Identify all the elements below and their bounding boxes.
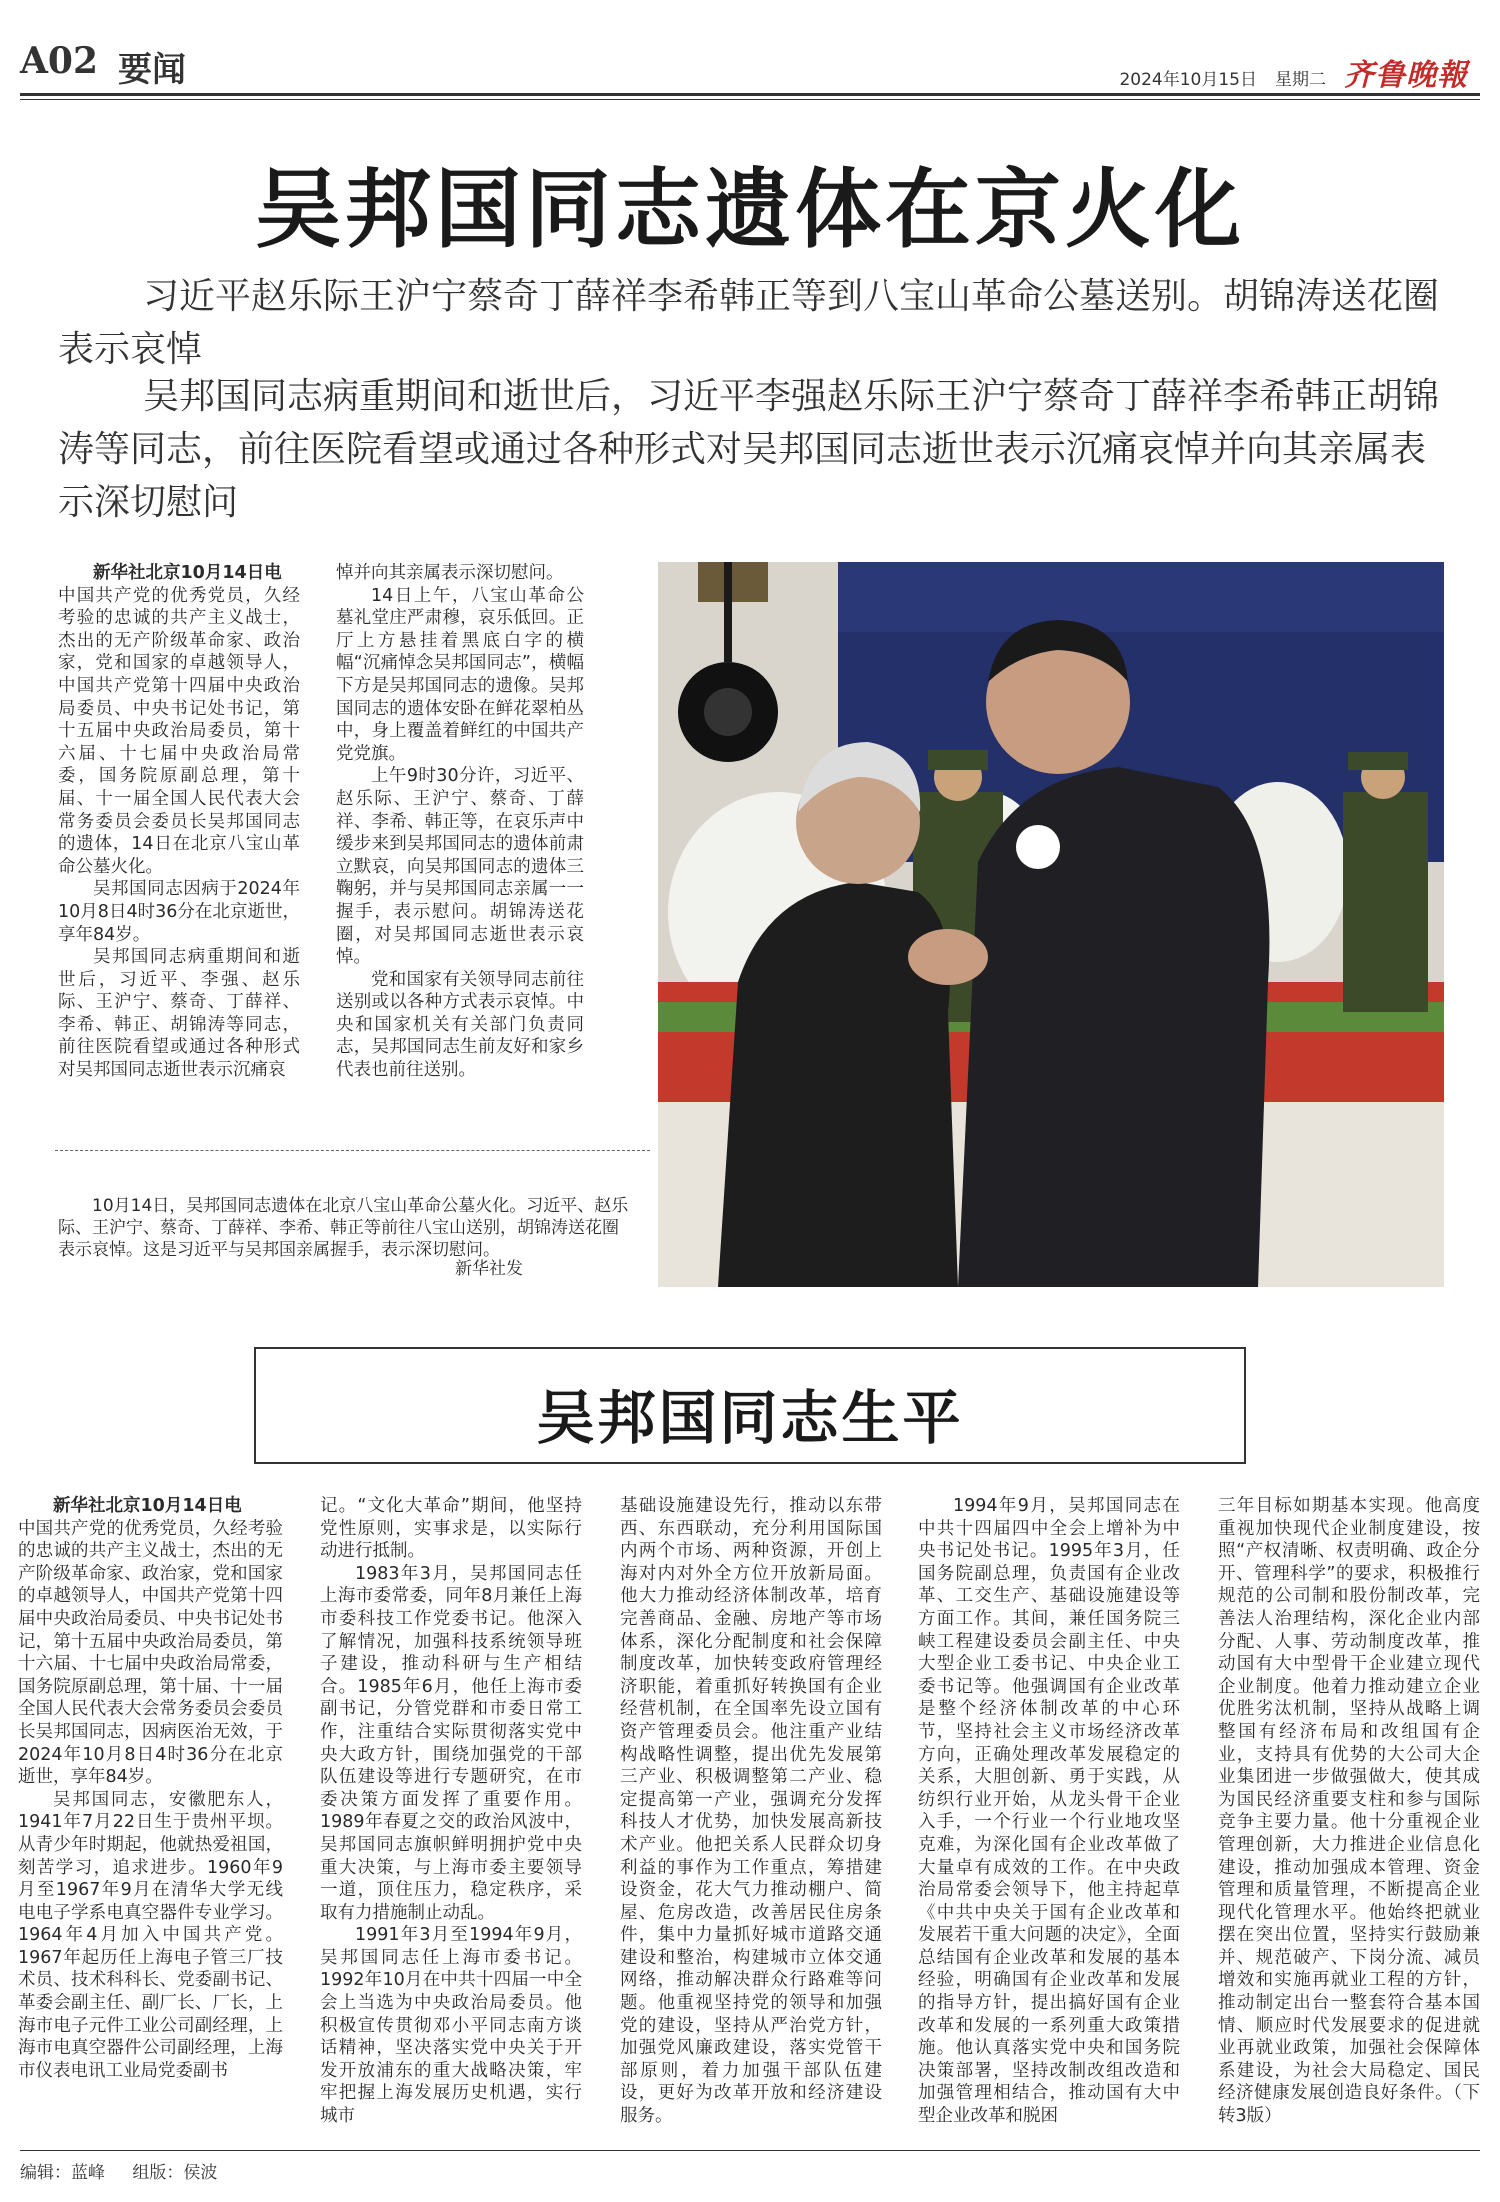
bio-column-1 (18, 1495, 283, 2082)
article-paragraph: 上午9时30分许，习近平、赵乐际、王沪宁、蔡奇、丁薛祥、李希、韩正等，在哀乐声中缓步来到吴邦国同志的遗体前肃立默哀，向吴邦国同志的遗体三鞠躬，并与吴邦国同志亲属一一握手，表示慰问。胡锦涛送花圈，对吴邦国同志逝世表示哀悼。 (336, 766, 584, 968)
bio-paragraph: 三年目标如期基本实现。他高度重视加快现代企业制度建设，按照“产权清晰、权责明确、政企分开、管理科学”的要求，积极推行规范的公司制和股份制改革，完善法人治理结构，深化企业内部分配、人事、劳动制度改革，推动国有大中型骨干企业建立现代企业制度。他着力推动建立企业优胜劣汰机制，坚持从战略上调整国有经济布局和改组国有企业，支持具有优势的大公司大企业集团进一步做强做大，使其成为国民经济重要支柱和参与国际竞争主要力量。他十分重视企业管理创新，大力推进企业信息化建设，推动加强成本管理、资金管理和质量管理，不断提高企业现代化管理水平。他始终把就业摆在突出位置，坚持实行鼓励兼并、规范破产、下岗分流、减员增效和实施再就业工程的方针，推动制定出台一整套符合基本国情、顺应时代发展要求的促进就业再就业政策，加强社会保障体系建设，为社会大局稳定、国民经济健康发展创造良好条件。（下转3版） (1218, 1496, 1480, 2127)
article-paragraph: 吴邦国同志因病于2024年10月8日4时36分在北京逝世，享年84岁。 (58, 879, 300, 945)
section-name: 要闻 (118, 50, 186, 90)
article-paragraph: 党和国家有关领导同志前往送别或以各种方式表示哀悼。中央和国家机关有关部门负责同志，吴邦国同志生前友好和家乡代表也前往送别。 (336, 969, 584, 1081)
photo-caption: 10月14日，吴邦国同志遗体在北京八宝山革命公墓火化。习近平、赵乐际、王沪宁、蔡奇、丁薛祥、李希、韩正等前往八宝山送别，胡锦涛送花圈表示哀悼。这是习近平与吴邦国亲属握手，表示深切慰问。 (58, 1196, 629, 1260)
article-column-1 (58, 562, 300, 1082)
caption-rule (55, 1150, 650, 1151)
bio-title-box (254, 1347, 1246, 1464)
subhead-2: 吴邦国同志病重期间和逝世后，习近平李强赵乐际王沪宁蔡奇丁薛祥李希韩正胡锦涛等同志，前往医院看望或通过各种形式对吴邦国同志逝世表示沉痛哀悼并向其亲属表示深切慰问 (58, 376, 1440, 523)
bio-title: 吴邦国同志生平 (536, 1384, 964, 1452)
header-rule (20, 93, 1480, 96)
issue-date: 2024年10月15日 (1119, 70, 1257, 90)
bio-paragraph: 记。“文化大革命”期间，他坚持党性原则，实事求是，以实际行动进行抵制。 (320, 1496, 582, 1562)
article-paragraph: 14日上午，八宝山革命公墓礼堂庄严肃穆，哀乐低回。正厅上方悬挂着黑底白字的横幅“沉痛悼念吴邦国同志”，横幅下方是吴邦国同志的遗像。吴邦国同志的遗体安卧在鲜花翠柏丛中，身上覆盖着鲜红的中国共产党党旗。 (336, 585, 584, 764)
article-paragraph: 悼并向其亲属表示深切慰问。 (336, 563, 564, 583)
bio-column-3 (620, 1495, 882, 2128)
header-info (1119, 50, 1468, 94)
subhead-1: 习近平赵乐际王沪宁蔡奇丁薛祥李希韩正等到八宝山革命公墓送别。胡锦涛送花圈表示哀悼 (58, 276, 1440, 370)
bio-paragraph: 1994年9月，吴邦国同志在中共十四届四中全会上增补为中央书记处书记。1995年3月，任国务院副总理，负责国有企业改革、工交生产、基础设施建设等方面工作。其间，兼任国务院三峡工程建设委员会副主任、中央大型企业工委书记、中央企业工委书记等。他强调国有企业改革是整个经济体制改革的中心环节，坚持社会主义市场经济改革方向，正确处理改革发展稳定的关系，大胆创新、勇于实践，从纺织行业开始，从龙头骨干企业入手，一个行业一个行业地攻坚克难，为深化国有企业改革做了大量卓有成效的工作。在中央政治局常委会领导下，他主持起草《中共中央关于国有企业改革和发展若干重大问题的决定》，全面总结国有企业改革和发展的基本经验，明确国有企业改革和发展的指导方针，提出搞好国有企业改革和发展的一系列重大政策措施。他认真落实党中央和国务院决策部署，坚持改制改组改造和加强管理相结合，推动国有大中型企业改革和脱困 (918, 1496, 1180, 2127)
bio-column-5 (1218, 1495, 1480, 2128)
footer (20, 2158, 239, 2183)
page-number: A02 (20, 40, 99, 82)
bio-paragraph: 中国共产党的优秀党员，久经考验的忠诚的共产主义战士，杰出的无产阶级革命家、政治家，党和国家的卓越领导人，中国共产党第十四届中央政治局委员、中央书记处书记，第十五届中央政治局委员，第十六届、十七届中央政治局常委，国务院原副总理，第十届、十一届全国人民代表大会常务委员会委员长吴邦国同志，因病医治无效，于2024年10月8日4时36分在北京逝世，享年84岁。 (18, 1518, 283, 1788)
footer-layout: 组版：侯波 (132, 2163, 218, 2183)
article-paragraph (58, 562, 300, 585)
header-rule-thin (20, 99, 1480, 100)
bio-paragraph: 1983年3月，吴邦国同志任上海市委常委，同年8月兼任上海市委科技工作党委书记。他深入了解情况，加强科技系统领导班子建设，推动科研与生产相结合。1985年6月，他任上海市委副书记，分管党群和市委日常工作，注重结合实际贯彻落实党中央大政方针，围绕加强党的干部队伍建设等进行专题研究，在市委决策方面发挥了重要作用。1989年春夏之交的政治风波中，吴邦国同志旗帜鲜明拥护党中央重大决策，与上海市委主要领导一道，顶住压力，稳定秩序，采取有力措施制止动乱。 (320, 1563, 582, 1923)
article-dateline: 新华社北京10月14日电 (93, 563, 282, 583)
bio-column-2 (320, 1495, 582, 2128)
bio-paragraph: 1991年3月至1994年9月，吴邦国同志任上海市委书记。1992年10月在中共十四届一中全会上当选为中央政治局委员。他积极宣传贯彻邓小平同志南方谈话精神，坚决落实党中央关于开发开放浦东的重大战略决策，牢牢把握上海发展历史机遇，实行城市 (320, 1925, 582, 2127)
bio-dateline: 新华社北京10月14日电 (53, 1496, 242, 1516)
article-paragraph: 吴邦国同志病重期间和逝世后，习近平、李强、赵乐际、王沪宁、蔡奇、丁薛祥、李希、韩正、胡锦涛等同志，前往医院看望或通过各种形式对吴邦国同志逝世表示沉痛哀 (58, 947, 300, 1081)
bio-paragraph (18, 1495, 283, 1518)
article-column-2 (336, 562, 584, 1082)
masthead-logo: 齐鲁晚報 (1344, 58, 1468, 93)
headline: 吴邦国同志遗体在京火化 (255, 159, 1245, 260)
photo-source: 新华社发 (455, 1259, 523, 1279)
footer-editor: 编辑：蓝峰 (20, 2163, 105, 2183)
bio-column-4 (918, 1495, 1180, 2128)
photo-illustration (658, 562, 1444, 1287)
issue-weekday: 星期二 (1275, 70, 1326, 90)
article-paragraph: 中国共产党的优秀党员，久经考验的忠诚的共产主义战士，杰出的无产阶级革命家、政治家，党和国家的卓越领导人，中国共产党第十四届中央政治局委员、中央书记处书记，第十五届中央政治局委员，第十六届、十七届中央政治局常委，国务院原副总理，第十届、十一届全国人民代表大会常务委员会委员长吴邦国同志的遗体，14日在北京八宝山革命公墓火化。 (58, 585, 300, 877)
footer-rule (20, 2150, 1480, 2151)
bio-paragraph: 吴邦国同志，安徽肥东人，1941年7月22日生于贵州平坝。从青少年时期起，他就热爱祖国，刻苦学习，追求进步。1960年9月至1967年9月在清华大学无线电电子学系电真空器件专业学习。1964年4月加入中国共产党。1967年起历任上海电子管三厂技术员、技术科科长、党委副书记、革委会副主任、副厂长、厂长，上海市电子元件工业公司副经理，上海市电真空器件公司副经理，上海市仪表电讯工业局党委副书 (18, 1789, 283, 2081)
news-photo (658, 562, 1444, 1287)
bio-paragraph: 基础设施建设先行，推动以东带西、东西联动，充分利用国际国内两个市场、两种资源，开创上海对内对外全方位开放新局面。他大力推动经济体制改革，培育完善商品、金融、房地产等市场体系，深化分配制度和社会保障制度改革，加快转变政府管理经济职能，着重抓好转换国有企业经营机制，在全国率先设立国有资产管理委员会。他注重产业结构战略性调整，提出优先发展第三产业、积极调整第二产业、稳定提高第一产业，强调充分发挥科技人才优势，加快发展高新技术产业。他把关系人民群众切身利益的事作为工作重点，筹措建设资金，花大气力推动棚户、简屋、危房改造，改善居民住房条件，集中力量抓好城市道路交通建设和整治，构建城市立体交通网络，推动解决群众行路难等问题。他重视坚持党的领导和加强党的建设，坚持从严治党方针，加强党风廉政建设，落实党管干部原则，着力加强干部队伍建设，更好为改革开放和经济建设服务。 (620, 1496, 882, 2127)
